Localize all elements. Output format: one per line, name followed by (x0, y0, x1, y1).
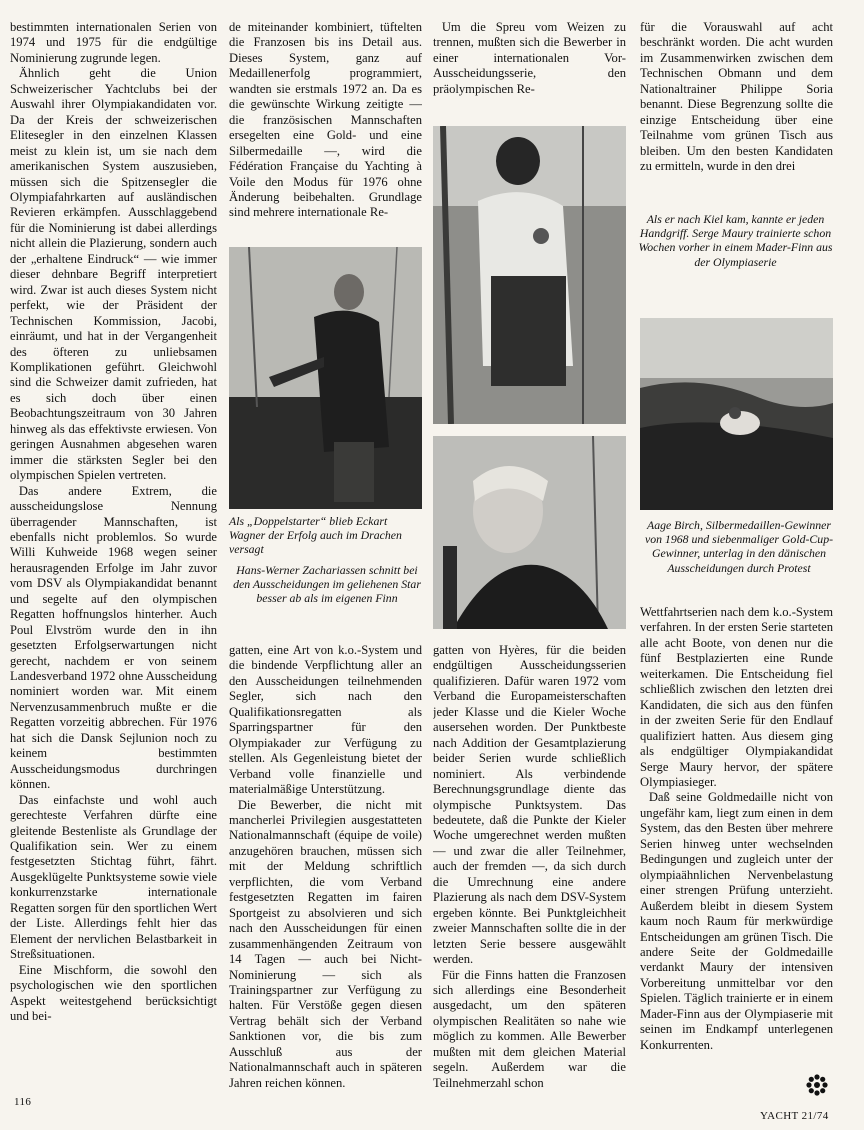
caption-hans-werner-zachariassen: Hans-Werner Zachariassen schnitt bei den Ausscheidungen im geliehenen Star besser ab als im eigenen Finn (233, 563, 421, 606)
photo-hans-werner-zachariassen (433, 436, 626, 629)
caption-serge-maury: Als er nach Kiel kam, kannte er jeden Handgriff. Serge Maury trainierte schon Wochen vorher in einem Mader-Finn aus der Olympiaserie (638, 212, 833, 269)
caption-aage-birch: Aage Birch, Silbermedaillen-Gewinner von 1968 und siebenmaliger Gold-Cup-Gewinner, unterlag in den dänischen Ausscheidungen durch Protest (644, 518, 834, 575)
article-column-4-bottom (640, 605, 833, 1093)
paragraph: Die Bewerber, die nicht mit mancherlei Privilegien ausgestatteten Nationalmannschaft (équipe de voile) anzugehören brauchen, müssen sich mit der Meldung schriftlich verpflichten, die vom Verband festgesetzten Regatten im fairen Sportgeist zu absolvieren und sich nach den Ausscheidungen für einen zusammenhängenden Zeitraum von 14 Tagen — auch bei Nicht-Nominierung — sich als Trainingspartner zur Verfügung zu halten. Für Verstöße gegen diesen Vertrag behält sich der Verband Sanktionen vor, die bis zum Ausschluß aus der Nationalmannschaft auch in späteren Jahren reichen können. (229, 797, 422, 1090)
paragraph: Für die Finns hatten die Franzosen sich allerdings eine Besonderheit ausgedacht, um den späteren olympischen Realitäten so nahe wie möglich zu kommen. Alle Bewerber mußten mit dem gleichen Material segeln. Außerdem war die Teilnehmerzahl schon (433, 967, 626, 1090)
paragraph: de miteinander kombiniert, tüftelten die Franzosen bis ins Detail aus. Dieses System, ganz auf Medaillenerfolg programmiert, wandten sie erstmals 1972 an. Da es die gewünschte Wirkung zeitigte — die französischen Mannschaften ersegelten eine Gold- und eine Silbermedaille —, wird die Fédération Française du Yachting à Voile den Modus für 1976 ohne Änderung beibehalten. Grundlage sind mehrere internationale Re- (229, 20, 422, 220)
paragraph: Wettfahrtserien nach dem k.o.-System verfahren. In der ersten Serie starteten alle acht Boote, von denen nur die fünf Bestplazierten eine Runde weiterkamen. Die Entscheidung fiel schließlich zwischen den letzten drei Kandidaten, die sich aus den fünfen in der zweiten Serie für den Endlauf qualifiziert hatten. Aus diesem ging als endgültiger Olympiakandidat Serge Maury hervor, der spätere Olympiasieger. (640, 605, 833, 789)
photo-eckart-wagner (229, 247, 422, 509)
paragraph: bestimmten internationalen Serien von 1974 und 1975 für die endgültige Nominierung zugrunde legen. (10, 20, 217, 65)
article-column-2-bottom (229, 643, 422, 1093)
paragraph: Daß seine Goldmedaille nicht von ungefähr kam, liegt zum einen in dem System, das den Besten über mehrere Serien hinweg unter wechselnden Bedingungen und zugleich unter der olympiaähnlichen Nervenbelastung einer strengen Prüfung unterzieht. Außerdem bleibt in diesem System kaum noch Raum für merkwürdige Entscheidungen am grünen Tisch. Die andere Seite der Goldmedaille verdankt Maury der intensiven Vorbereitung unmittelbar vor den Spielen. Täglich trainierte er in einem Mader-Finn aus der Olympiaserie mit seinen im Endkampf unterlegenen Konkurrenten. (640, 790, 833, 1052)
article-column-3-top (433, 20, 626, 98)
paragraph: Um die Spreu vom Weizen zu trennen, mußten sich die Bewerber in einer internationalen Vor-Ausscheidungsserie, den präolympischen Re- (433, 20, 626, 96)
paragraph: für die Vorauswahl auf acht beschränkt worden. Die acht wurden im Zusammenwirken zwischen dem Technischen Obmann und dem Nationaltrainer Philippe Soria benannt. Diese Begrenzung sollte die einzige Entscheidung über eine Teilnahme vom grünen Tisch aus bleiben. Um den besten Kandidaten zu ermitteln, wurde in den drei (640, 20, 833, 174)
caption-eckart-wagner: Als „Doppelstarter“ blieb Eckart Wagner der Erfolg auch im Drachen versagt (229, 514, 402, 557)
paragraph: gatten von Hyères, für die beiden endgültigen Ausscheidungsserien qualifizieren. Dafür waren 1972 vom Verband die Europameisterschaften jeder Klasse und die Kieler Woche ausersehen worden. Der Punktbeste nach Addition der Gesamtplazierung beider Serien wurde schließlich nominiert. Als verbindende Berechnungsgrundlage diente das olympische Punktsystem. Das bedeutete, daß die Punkte der Kieler Woche umgerechnet werden mußten — und zwar die aller Teilnehmer, auch der fremden —, da sich durch die Umrechnung eine andere Plazierung als nach dem DSV-System ergeben könnte. Bei Punktgleichheit zweier Mannschaften sollte die in der letzten Serie bessere ausgewählt werden. (433, 643, 626, 967)
paragraph: Eine Mischform, die sowohl den psychologischen wie den sportlichen Aspekt weitestgehend berücksichtigt und bei- (10, 962, 217, 1023)
article-column-3-bottom (433, 643, 626, 1093)
paragraph: Das andere Extrem, die ausscheidungslose Nennung überragender Mannschaften, ist ebenfalls nicht problemlos. So wurde Willi Kuhweide 1968 wegen seiner herausragenden Erfolge im Jahr zuvor vom DSV als Olympiakandidat benannt und segelte auf den olympischen Regatten hoffnungslos hinterher. Auch Poul Elvström wurde den in ihn gesetzten Erfolgserwartungen nicht gerecht, nachdem er von seinem Landesverband 1972 ohne Ausscheidung nominiert worden war. Mit einem Nervenzusammenbruch mußte er die Regatten vorzeitig abbrechen. Für 1976 hat sich die Dansk Sejlunion noch zu keinem bestimmten Ausscheidungsmodus durchringen können. (10, 483, 217, 792)
rosette-ornament (806, 1074, 828, 1096)
paragraph: gatten, eine Art von k.o.-System und die bindende Verpflichtung aller an den Ausscheidungen teilnehmenden Segler, sich nach den Qualifikationsregatten als Sparringspartner für den Olympiakader zur Verfügung zu stellen. Als Gegenleistung bietet der Verband volle finanzielle und materialmäßige Unterstützung. (229, 643, 422, 797)
paragraph: Das einfachste und wohl auch gerechteste Verfahren dürfte eine gleitende Bestenliste als Grundlage der Qualifikation sein. Wer zu einem festgesetzten Stichtag führt, fährt. Ausgeklügelte Punktsysteme sowie viele konkurrenzstarke internationale Regatten sorgen für den sportlichen Wert der Liste. Allerdings fehlt hier das Element der nervlichen Belastbarkeit in Streßsituationen. (10, 792, 217, 962)
article-column-4-top (640, 20, 833, 192)
article-column-1 (10, 20, 217, 1093)
photo-serge-maury (433, 126, 626, 424)
photo-aage-birch (640, 318, 833, 510)
paragraph: Ähnlich geht die Union Schweizerischer Yachtclubs bei der Auswahl ihrer Olympiakandidaten vor. Da der Kreis der schweizerischen Elitesegler in den einzelnen Klassen meist zu klein ist, um sie nach dem amerikanischen System auszusieben, müssen sich die Spitzensegler die Olympiafahrkarten auf ausländischen Revieren erkämpfen. Ausschlaggebend für die Nominierung ist dabei allerdings nicht allein die Plazierung, sondern auch der „erhaltene Eindruck“ — wie immer dieser dehnbare Begriff interpretiert wird. Zwar ist auch dieses System nicht perfekt, wie der Präsident der Technischen Kommission, Jacobi, einräumt, und hat in der Vergangenheit des öfteren zu unliebsamen Komplikationen geführt. Gleichwohl sind die Schweizer damit zufrieden, hat es sich doch über einen Beobachtungszeitraum von 30 Jahren hinweg als das effektivste erwiesen. Von geringen Ausnahmen abgesehen waren immer die stärksten Segler bei den olympischen Spielen vertreten. (10, 66, 217, 483)
page-number: 116 (14, 1096, 32, 1108)
magazine-issue: YACHT 21/74 (760, 1110, 829, 1122)
article-column-2-top (229, 20, 422, 242)
